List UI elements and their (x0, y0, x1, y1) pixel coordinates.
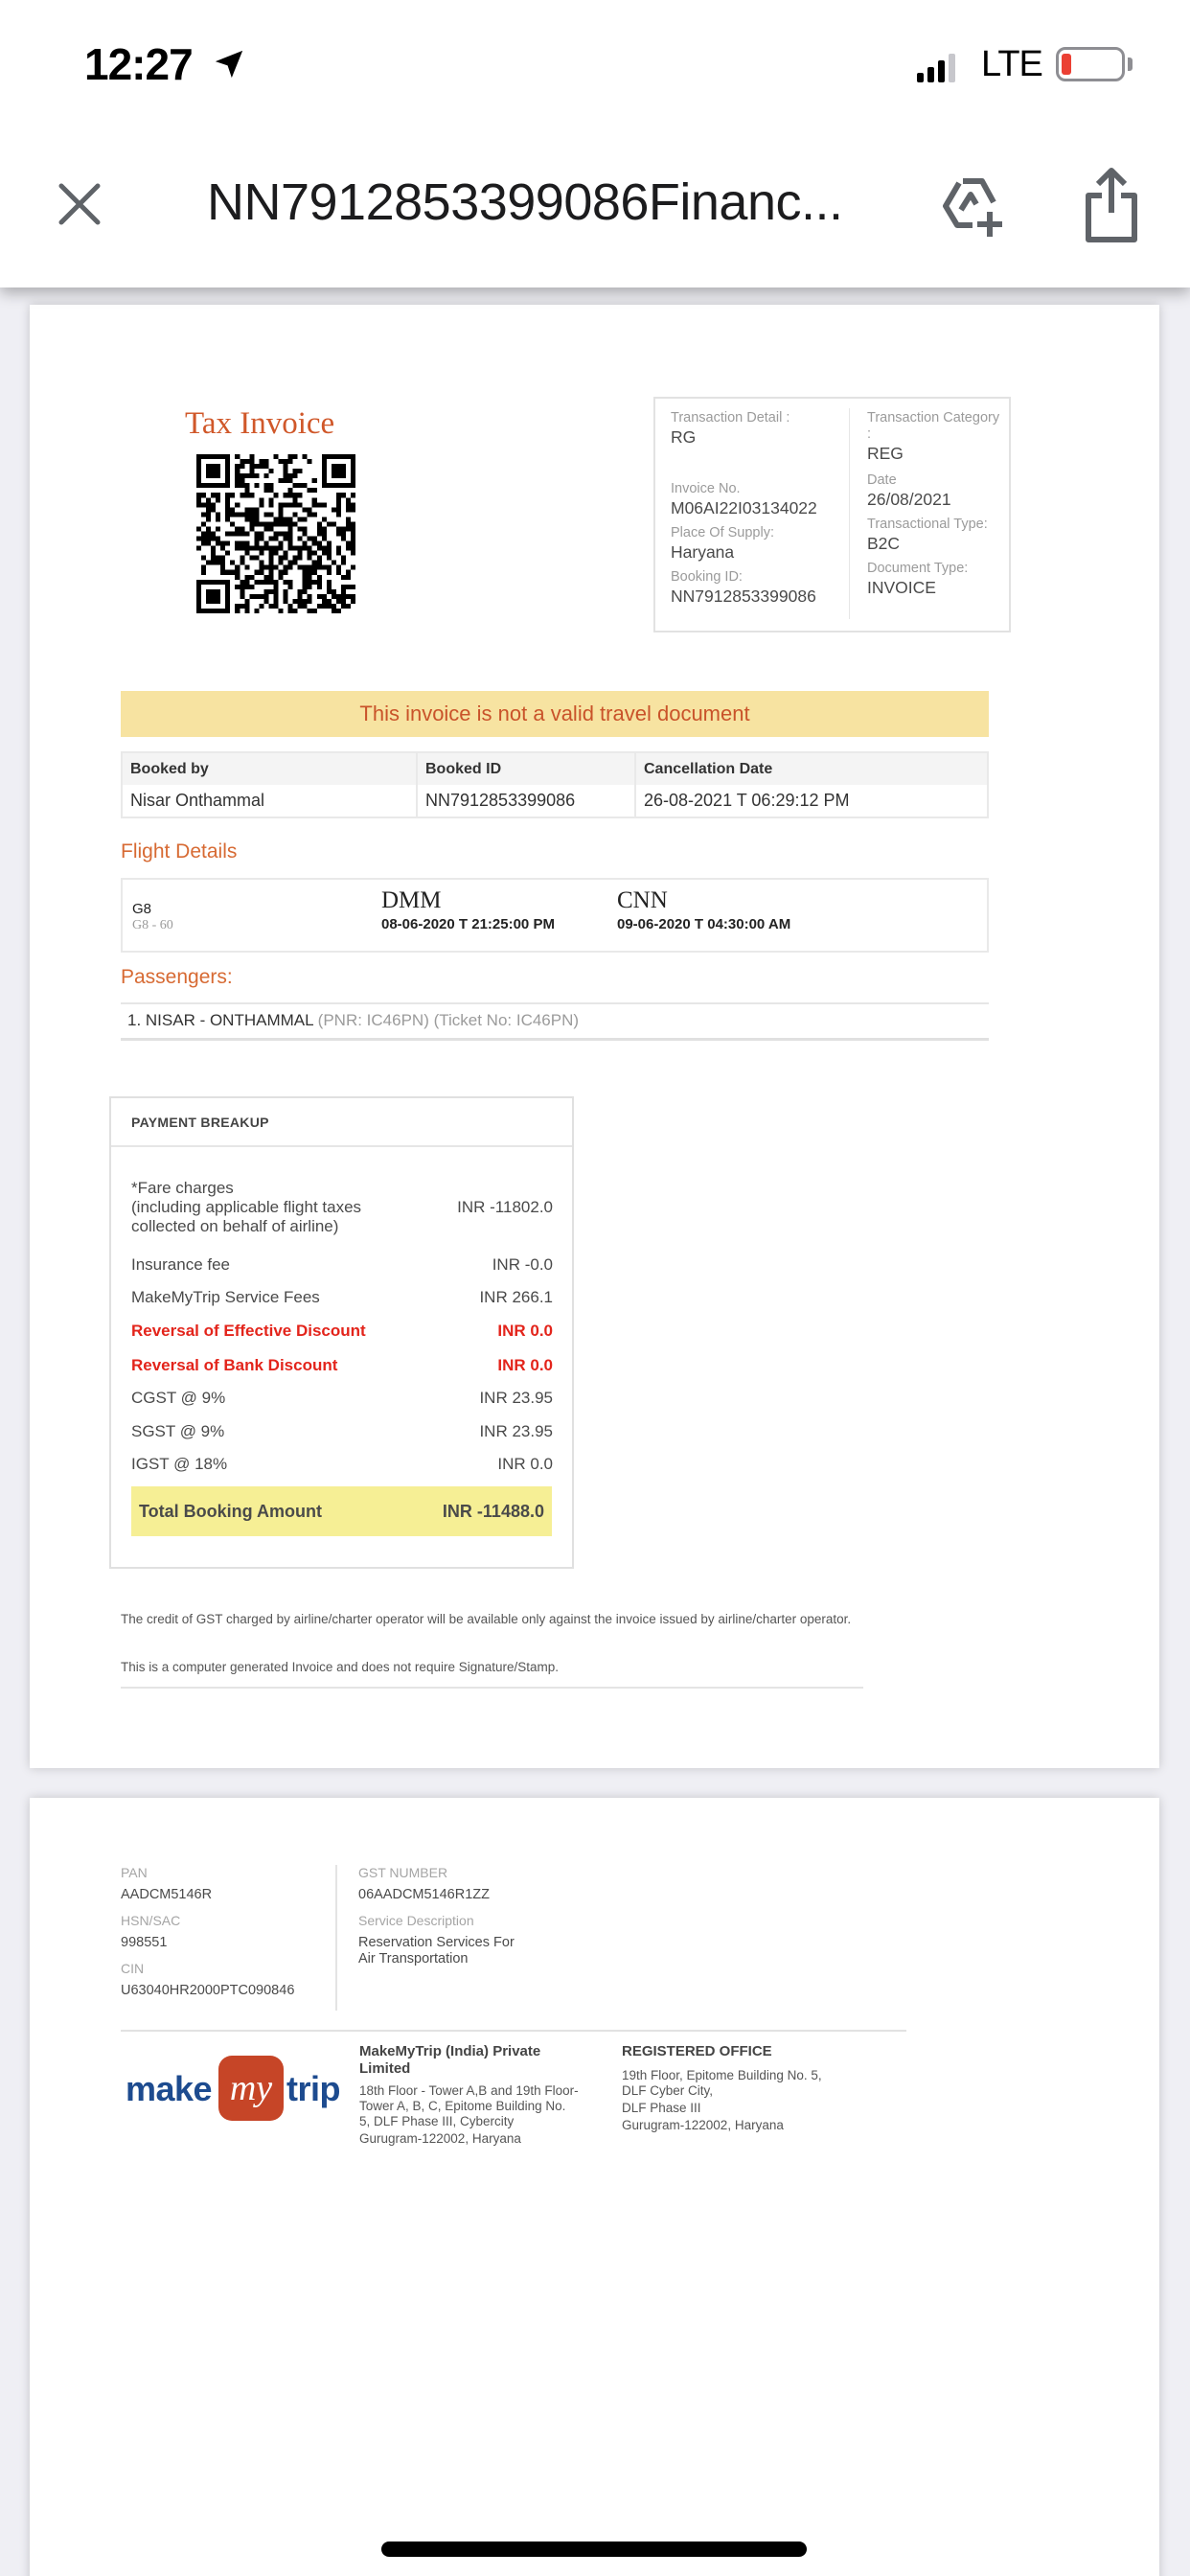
close-icon (57, 182, 102, 226)
cgst-row (131, 1389, 553, 1408)
invalid-document-warning: This invoice is not a valid travel document (121, 691, 989, 737)
service-description-value: Reservation Services For Air Transportation (358, 1935, 515, 1966)
hsn-sac-value: 998551 (121, 1935, 168, 1950)
table-header-row (123, 753, 987, 785)
fare-charges-row (131, 1179, 553, 1236)
document-type-label: Document Type: (867, 561, 969, 576)
transaction-category-label: Transaction Category : (867, 410, 1000, 442)
gst-credit-note: The credit of GST charged by airline/charter operator will be available only against the invoice issued by airline/charter operator. (121, 1612, 852, 1626)
divider (121, 1687, 863, 1689)
gst-number-value: 06AADCM5146R1ZZ (358, 1887, 490, 1902)
network-type: LTE (981, 44, 1042, 84)
booked-by-value: Nisar Onthammal (123, 785, 418, 816)
date-label: Date (867, 472, 897, 488)
qr-code (196, 454, 355, 613)
service-fees-amount: INR 266.1 (479, 1288, 553, 1306)
bank-discount-row (131, 1356, 553, 1375)
computer-generated-note: This is a computer generated Invoice and does not require Signature/Stamp. (121, 1660, 560, 1674)
cgst-label: CGST @ 9% (131, 1389, 226, 1407)
document-type-value: INVOICE (867, 578, 936, 597)
registered-office (622, 2043, 871, 2133)
effective-discount-label: Reversal of Effective Discount (131, 1322, 366, 1340)
passengers-title: Passengers: (121, 966, 233, 988)
booking-id-value: NN7912853399086 (671, 586, 816, 606)
share-button[interactable] (1073, 163, 1150, 249)
registered-office-address (622, 2068, 871, 2133)
logo-my-badge: my (218, 2056, 284, 2121)
location-arrow-icon (213, 48, 245, 80)
address-line: Gurugram-122002, Haryana (622, 2118, 784, 2132)
booked-id-value: NN7912853399086 (418, 785, 636, 816)
service-fees-label: MakeMyTrip Service Fees (131, 1288, 320, 1306)
date-value: 26/08/2021 (867, 490, 951, 509)
passenger-item (127, 1011, 579, 1030)
company-address-line: 18th Floor - Tower A,B and 19th Floor- Tower A, B, C, Epitome Building No. 5, DLF Phase III, Cybercity (359, 2083, 579, 2128)
transaction-details-box (653, 397, 1011, 632)
battery-tip (1128, 58, 1133, 71)
logo-make-text: make (126, 2069, 213, 2108)
arrival-city: CNN (617, 887, 668, 913)
company-ids-right (358, 1865, 515, 1977)
invoice-page-2 (30, 1798, 1159, 2576)
pan-value: AADCM5146R (121, 1887, 213, 1902)
qr-modules (196, 454, 355, 613)
fare-charges-label: *Fare charges (including applicable flight taxes collected on behalf of airline) (131, 1179, 362, 1235)
insurance-fee-row (131, 1255, 553, 1275)
flight-number: G8 - 60 (132, 918, 173, 932)
address-line: 19th Floor, Epitome Building No. 5, (622, 2068, 822, 2082)
insurance-fee-label: Insurance fee (131, 1255, 231, 1274)
table-row (123, 785, 987, 816)
transaction-detail-label: Transaction Detail : (671, 410, 790, 426)
header-booked-by: Booked by (123, 753, 418, 785)
bank-discount-label: Reversal of Bank Discount (131, 1356, 338, 1374)
service-description-label: Service Description (358, 1913, 474, 1928)
add-to-drive-icon (934, 168, 1011, 244)
gst-number-label: GST NUMBER (358, 1865, 448, 1880)
header-booked-id: Booked ID (418, 753, 636, 785)
home-indicator[interactable] (381, 2542, 807, 2557)
divider (335, 1865, 337, 2011)
igst-row (131, 1455, 553, 1474)
effective-discount-amount: INR 0.0 (497, 1322, 553, 1340)
booking-table (121, 751, 989, 818)
transactional-type-value: B2C (867, 534, 901, 553)
sgst-row (131, 1422, 553, 1441)
departure-time: 08-06-2020 T 21:25:00 PM (381, 916, 555, 932)
insurance-fee-amount: INR -0.0 (492, 1255, 553, 1274)
cellular-signal-icon (917, 54, 959, 82)
add-to-drive-button[interactable] (934, 168, 1011, 244)
service-fees-row (131, 1288, 553, 1307)
header-cancellation-date: Cancellation Date (644, 760, 773, 777)
transaction-detail-value: RG (671, 427, 697, 447)
flight-details-box (121, 878, 989, 953)
invoice-page-1 (30, 305, 1159, 1768)
company-name: MakeMyTrip (India) Private Limited (359, 2043, 541, 2077)
invoice-title: Tax Invoice (185, 406, 335, 441)
status-time: 12:27 (84, 39, 193, 89)
hsn-sac-label: HSN/SAC (121, 1913, 181, 1928)
arrival-time: 09-06-2020 T 04:30:00 AM (617, 916, 791, 932)
passenger-name: 1. NISAR - ONTHAMMAL (127, 1011, 313, 1029)
battery-low-icon (1056, 47, 1125, 81)
sgst-label: SGST @ 9% (131, 1422, 225, 1440)
payment-breakup-box (109, 1096, 574, 1569)
divider (121, 2030, 906, 2032)
top-bar (0, 0, 1190, 288)
pan-label: PAN (121, 1865, 148, 1880)
cancellation-date-value: 26-08-2021 T 06:29:12 PM (644, 791, 850, 810)
igst-label: IGST @ 18% (131, 1455, 228, 1473)
airline-code: G8 (132, 901, 152, 917)
passenger-pnr-ticket: (PNR: IC46PN) (Ticket No: IC46PN) (312, 1011, 580, 1029)
fare-charges-amount: INR -11802.0 (457, 1198, 553, 1216)
cgst-amount: INR 23.95 (479, 1389, 553, 1407)
company-ids-left (121, 1865, 294, 2009)
effective-discount-row (131, 1322, 553, 1341)
divider (121, 1002, 989, 1004)
departure-city: DMM (381, 887, 442, 913)
flight-details-title: Flight Details (121, 840, 238, 862)
share-icon (1073, 163, 1150, 249)
transaction-column-right (867, 410, 1006, 605)
logo-trip-text: trip (286, 2069, 340, 2108)
transaction-column-left (671, 410, 843, 613)
bank-discount-amount: INR 0.0 (497, 1356, 553, 1374)
place-of-supply-label: Place Of Supply: (671, 525, 774, 540)
igst-amount: INR 0.0 (497, 1455, 553, 1473)
company-address-city: Gurugram-122002, Haryana (359, 2131, 521, 2146)
booking-id-label: Booking ID: (671, 569, 743, 585)
divider (849, 408, 850, 619)
makemytrip-logo (126, 2052, 355, 2128)
payment-breakup-title: PAYMENT BREAKUP (111, 1098, 572, 1147)
invoice-no-value: M06AI22I03134022 (671, 498, 817, 518)
place-of-supply-value: Haryana (671, 542, 735, 562)
cin-value: U63040HR2000PTC090846 (121, 1983, 295, 1998)
transaction-category-value: REG (867, 444, 904, 463)
sgst-amount: INR 23.95 (479, 1422, 553, 1440)
cin-label: CIN (121, 1961, 145, 1976)
total-label: Total Booking Amount (139, 1501, 322, 1521)
total-amount: INR -11488.0 (442, 1501, 544, 1521)
address-line: DLF Phase III (622, 2101, 701, 2115)
document-title: NN7912853399086Financ... (207, 173, 843, 231)
close-button[interactable] (48, 172, 111, 236)
company-info (359, 2043, 580, 2147)
total-booking-amount-row (131, 1486, 552, 1536)
invoice-no-label: Invoice No. (671, 481, 741, 496)
divider (121, 1038, 989, 1041)
transactional-type-label: Transactional Type: (867, 517, 988, 532)
address-line: DLF Cyber City, (622, 2083, 714, 2098)
registered-office-title: REGISTERED OFFICE (622, 2043, 772, 2059)
battery-level (1062, 54, 1071, 75)
